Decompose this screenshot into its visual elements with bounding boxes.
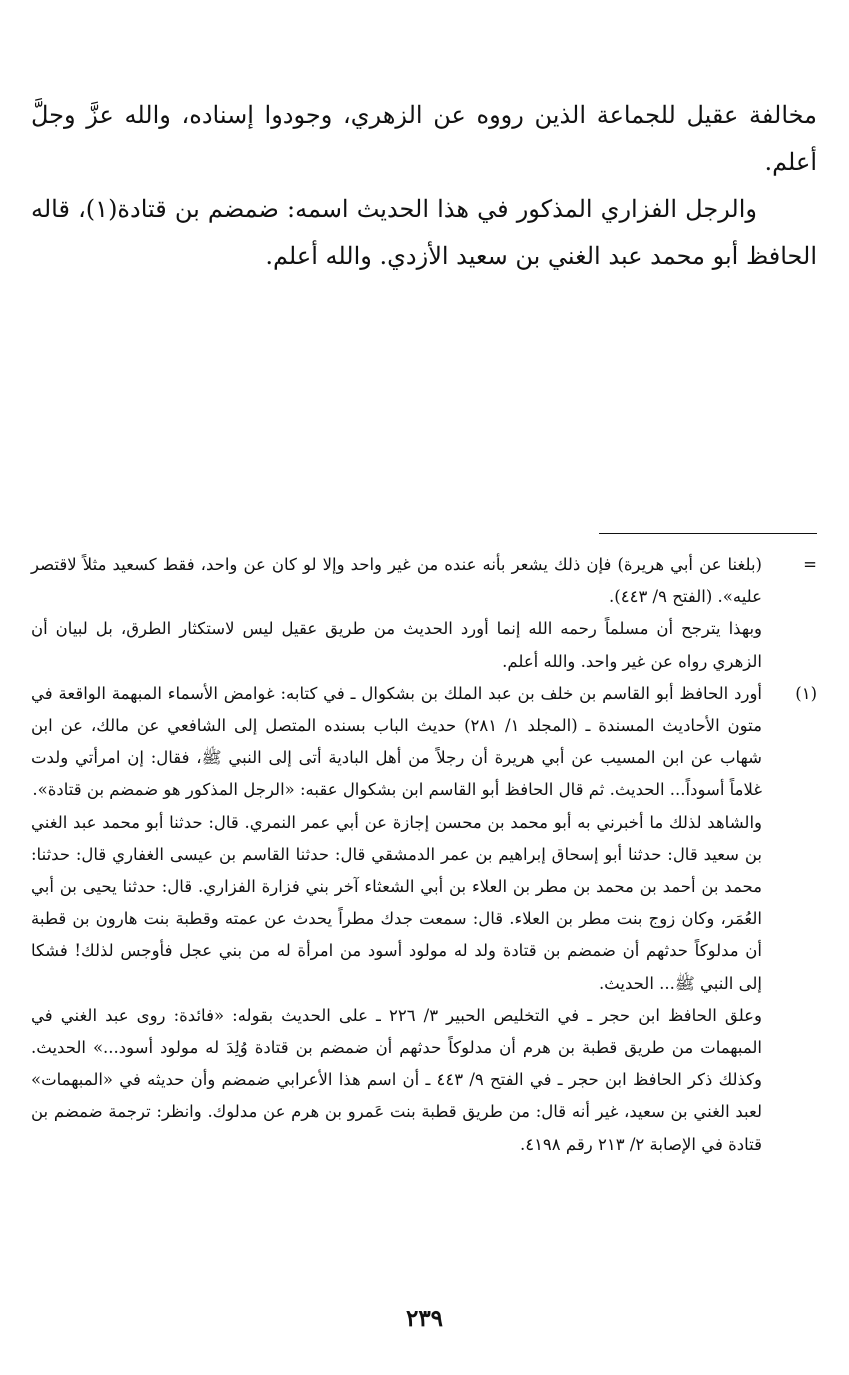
continuation-marker: = bbox=[803, 555, 817, 574]
footnote-continuation bbox=[31, 549, 817, 678]
footnote-paragraph: (بلغنا عن أبي هريرة) فإن ذلك يشعر بأنه عنده من غير واحد وإلا لو كان عن واحد، فقط كسعيد مثلاً لاقتصر عليه». (الفتح ٩/ ٤٤٣). bbox=[31, 555, 762, 607]
main-paragraph: مخالفة عقيل للجماعة الذين رووه عن الزهري، وجودوا إسناده، والله عزَّ وجلَّ أعلم. bbox=[31, 101, 817, 176]
footnote-paragraph: أورد الحافظ أبو القاسم بن خلف بن عبد الملك بن بشكوال ـ في كتابه: غوامض الأسماء المبهمة الواقعة في متون الأحاديث المسندة ـ (المجلد ١/ ٢٨١) حديث الباب بسنده المتصل إلى الشافعي عن مالك، عن ابن شهاب عن ابن المسيب عن أبي هريرة أن رجلاً من أهل البادية أتى إلى النبي ﷺ، فقال: إن امرأتي ولدت غلاماً أسوداً... الحديث. ثم قال الحافظ أبو القاسم ابن بشكوال عقبه: «الرجل المذكور هو ضمضم بن قتادة». bbox=[31, 683, 762, 800]
main-paragraph: والرجل الفزاري المذكور في هذا الحديث اسمه: ضمضم بن قتادة(١)، قاله الحافظ أبو محمد عبد الغني بن سعيد الأزدي. والله أعلم. bbox=[31, 195, 817, 270]
footnote-1 bbox=[31, 678, 817, 1161]
footnote-paragraph: والشاهد لذلك ما أخبرني به أبو محمد بن محسن إجازة عن أبي عمر النمري. قال: حدثنا أبو محمد عبد الغني بن سعيد قال: حدثنا أبو إسحاق إبراهيم بن عمر الدمشقي قال: حدثنا القاسم بن عيسى الغفاري قال: حدثنا: محمد بن أحمد بن محمد بن مطر بن العلاء بن أبي الشعثاء آخر بني فزارة الفزاري. قال: حدثنا يحيى بن أبي العُمَر، وكان زوج بنت مطر بن العلاء. قال: سمعت جدك مطراً يحدث عن عمته وقطبة بنت هارون بن قطبة أن مدلوكاً حدثهم أن ضمضم بن قتادة ولد له مولود أسود من امرأة له من بني عجل فأوجس لذلك! فشكا إلى النبي ﷺ... الحديث. bbox=[31, 812, 763, 993]
footnote-marker: (١) bbox=[795, 683, 817, 703]
footnote-paragraph: وبهذا يترجح أن مسلماً رحمه الله إنما أورد الحديث من طريق عقيل ليس لاستكثار الطرق، بل لبيان أن الزهري رواه عن غير واحد. والله أعلم. bbox=[31, 619, 762, 671]
footnote-separator bbox=[599, 533, 817, 534]
page-number: ٢٣٩ bbox=[405, 1305, 444, 1332]
footnotes bbox=[31, 549, 817, 1161]
footnote-paragraph: وعلق الحافظ ابن حجر ـ في التخليص الحبير ٣/ ٢٢٦ ـ على الحديث بقوله: «فائدة: روى عبد الغني في المبهمات من طريق قطبة بن هرم أن مدلوكاً حدثهم أن ضمضم بن قتادة وُلِدَ له مولود أسود...» الحديث. وكذلك ذكر الحافظ ابن حجر ـ في الفتح ٩/ ٤٤٣ ـ أن اسم هذا الأعرابي ضمضم وأن حديثه في «المبهمات» لعبد الغني بن سعيد، غير أنه قال: من طريق قطبة بنت عَمرو بن هرم عن مدلوك. وانظر: ترجمة ضمضم بن قتادة في الإصابة ٢/ ٢١٣ رقم ٤١٩٨. bbox=[31, 1005, 762, 1154]
main-text bbox=[31, 92, 817, 280]
